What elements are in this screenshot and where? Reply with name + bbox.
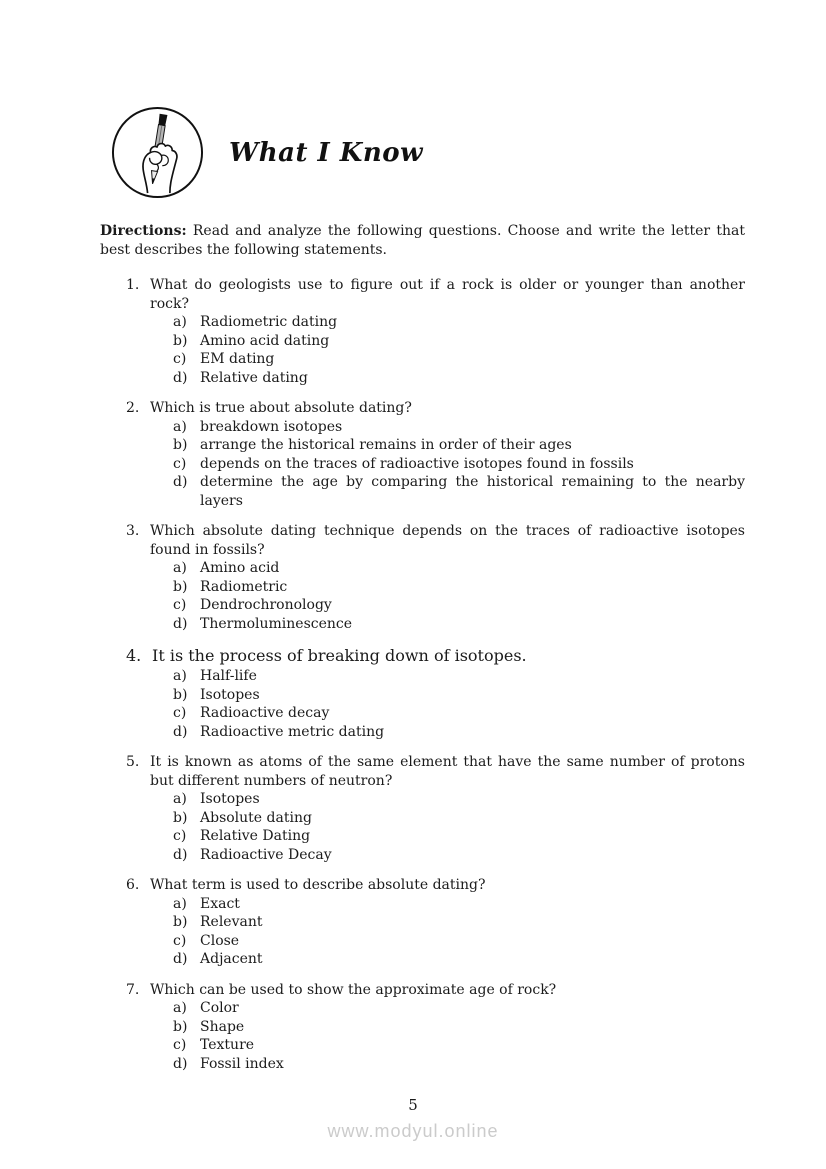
option-letter: c) [173,705,187,721]
answer-option [173,332,745,351]
option-text: Fossil index [200,1055,284,1072]
answer-option [173,950,745,969]
option-letter: a) [173,418,187,435]
options-list [100,999,745,1073]
option-letter: d) [173,846,188,863]
option-text: Half-life [200,668,257,684]
option-text: Radiometric [200,578,288,595]
answer-option [173,473,745,510]
option-text: Radioactive metric dating [200,723,385,740]
answer-option [173,313,745,332]
options-list [100,790,745,864]
option-text: Relative dating [200,369,308,386]
answer-option [173,827,745,846]
answer-option [173,913,745,932]
option-letter: c) [173,828,187,844]
answer-option [173,369,745,388]
answer-option [173,999,745,1018]
options-list [100,313,745,387]
option-text: Adjacent [200,951,263,967]
hand-pencil-icon [110,105,205,200]
option-text: breakdown isotopes [200,418,343,435]
answer-option [173,809,745,828]
question-item [100,753,745,864]
option-letter: d) [173,615,188,632]
answer-option [173,932,745,951]
option-letter: d) [173,951,188,967]
option-letter: d) [173,369,188,386]
options-list [100,418,745,511]
option-letter: b) [173,332,188,349]
option-letter: d) [173,723,188,740]
option-letter: b) [173,1018,188,1035]
question-head [126,981,745,1000]
answer-option [173,1036,745,1055]
option-letter: b) [173,686,188,703]
question-head [126,522,745,559]
options-list [100,559,745,633]
question-item [100,876,745,969]
option-text: depends on the traces of radioactive isotopes found in fossils [200,455,634,472]
question-number: 4. [126,646,142,665]
answer-option [173,667,745,686]
option-letter: a) [173,895,187,912]
option-text: arrange the historical remains in order of their ages [200,437,572,453]
answer-option [173,723,745,742]
directions-label: Directions: [100,223,187,239]
option-text: Amino acid [200,560,280,576]
answer-option [173,436,745,455]
option-text: Isotopes [200,686,260,703]
answer-option [173,846,745,865]
section-title: What I Know [229,137,423,168]
option-letter: c) [173,455,187,472]
options-list [100,895,745,969]
option-letter: c) [173,932,187,949]
question-number: 3. [126,523,140,539]
option-letter: a) [173,1000,187,1016]
option-text: Relevant [200,914,263,930]
directions [100,222,745,260]
option-text: EM dating [200,351,275,367]
question-number: 6. [126,877,140,893]
option-text: Dendrochronology [200,597,332,613]
question-number: 2. [126,400,140,416]
option-letter: a) [173,791,187,807]
answer-option [173,615,745,634]
section-header [110,105,826,200]
option-text: Shape [200,1018,245,1035]
questions-list [100,276,745,1073]
option-text: Radiometric dating [200,314,338,330]
option-letter: a) [173,314,187,330]
option-letter: c) [173,1037,187,1053]
answer-option [173,559,745,578]
option-text: Texture [200,1037,255,1053]
option-letter: b) [173,809,188,826]
option-letter: d) [173,1055,188,1072]
option-text: Radioactive decay [200,705,330,721]
option-letter: b) [173,578,188,595]
option-text: Color [200,1000,239,1016]
answer-option [173,704,745,723]
directions-text: Read and analyze the following questions. Choose and write the letter that best describes the following statements. [100,223,745,258]
question-number: 5. [126,754,140,770]
option-text: Amino acid dating [200,332,330,349]
answer-option [173,596,745,615]
question-item [100,276,745,387]
option-text: Relative Dating [200,828,311,844]
option-letter: b) [173,437,188,453]
options-list [100,667,745,741]
answer-option [173,1018,745,1037]
question-text: Which absolute dating technique depends on the traces of radioactive isotopes found in fossils? [150,523,745,558]
option-text: Radioactive Decay [200,846,332,863]
question-number: 1. [126,277,140,293]
question-head [126,645,745,667]
question-head [126,399,745,418]
option-text: determine the age by comparing the historical remaining to the nearby layers [200,474,745,509]
option-text: Thermoluminescence [200,615,353,632]
question-text: What do geologists use to figure out if a rock is older or younger than another rock? [150,277,745,312]
question-head [126,876,745,895]
question-head [126,276,745,313]
answer-option [173,790,745,809]
option-letter: b) [173,914,188,930]
option-text: Close [200,932,240,949]
question-text: Which can be used to show the approximate age of rock? [150,981,557,998]
option-text: Isotopes [200,791,260,807]
answer-option [173,455,745,474]
question-item [100,645,745,741]
option-text: Exact [200,895,240,912]
option-letter: c) [173,351,187,367]
option-text: Absolute dating [200,809,312,826]
answer-option [173,578,745,597]
question-text: Which is true about absolute dating? [150,400,412,416]
question-number: 7. [126,981,140,998]
option-letter: d) [173,474,188,490]
question-item [100,522,745,633]
question-item [100,399,745,510]
question-text: It is the process of breaking down of isotopes. [152,646,527,665]
option-letter: c) [173,597,187,613]
question-text: What term is used to describe absolute dating? [150,877,486,893]
option-letter: a) [173,560,187,576]
answer-option [173,350,745,369]
answer-option [173,686,745,705]
question-item [100,981,745,1074]
answer-option [173,418,745,437]
question-head [126,753,745,790]
answer-option [173,895,745,914]
option-letter: a) [173,668,187,684]
answer-option [173,1055,745,1074]
watermark: www.modyul.online [327,1121,499,1141]
page-number: 5 [408,1096,418,1114]
page-content [100,222,745,1073]
question-text: It is known as atoms of the same element that have the same number of protons but different numbers of neutron? [150,754,745,789]
